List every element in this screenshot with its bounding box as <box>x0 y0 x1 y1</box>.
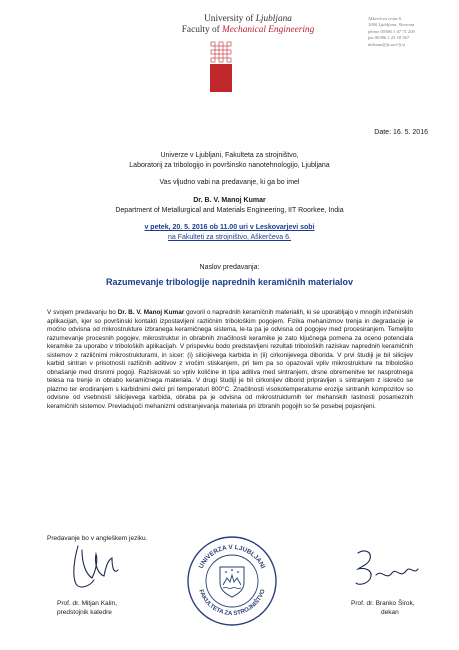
abstract-speaker-name: Dr. B. V. Manoj Kumar <box>117 309 185 316</box>
document-date: Date: 16. 5. 2016 <box>374 129 428 136</box>
signatory-left-name: Prof. dr. Mitjan Kalin, <box>57 600 117 607</box>
university-line: University of Ljubljana <box>204 14 292 24</box>
invitation-line: Vas vljudno vabi na predavanje, ki ga bo imel <box>159 179 300 186</box>
event-time: v petek, 20. 5. 2016 ob 11.00 uri v Leskovarjevi sobi <box>144 224 315 231</box>
speaker-name: Dr. B. V. Manoj Kumar <box>193 197 266 204</box>
lecture-title: Razumevanje tribologije naprednih keramičnih materialov <box>105 277 354 287</box>
signature-right <box>352 545 422 597</box>
language-note: Predavanje bo v angleškem jeziku. <box>47 535 148 542</box>
faculty-line: Faculty of Mechanical Engineering <box>181 25 315 35</box>
signature-block-left <box>57 600 117 617</box>
official-stamp <box>186 535 278 627</box>
signatory-right-role: dekan <box>381 608 399 616</box>
signature-block-right <box>351 600 415 617</box>
event-details <box>0 223 459 243</box>
faculty-address: Aškerčeva cesta 6 1000 Ljubljana, Slovenia phone 00386 1 47 71 200 fax 00386 1 25 18 567 dekanat@fs.uni-lj.si <box>368 16 415 47</box>
lecture-label: Naslov predavanja: <box>199 264 260 271</box>
signature-left <box>68 540 120 598</box>
host-institution: Univerze v Ljubljani, Fakulteta za strojništvo, Laboratorij za tribologijo in površinsko nanotehnologijo, Ljubljana <box>129 152 330 169</box>
event-location: na Fakulteti za strojništvo, Aškerčeva 6. <box>168 234 291 241</box>
faculty-logo <box>206 40 236 94</box>
svg-text:UNIVERZA V LJUBLJANI: UNIVERZA V LJUBLJANI <box>197 543 267 570</box>
speaker-block <box>0 196 459 216</box>
signatory-right-name: Prof. dr. Branko Širok, <box>351 600 415 607</box>
lecture-abstract: V svojem predavanju bo Dr. B. V. Manoj Kumar govoril o naprednih keramičnih materialih, ki se uporabljajo v mnogih inženirskih aplikacijah, kjer so površinski kontakti izpostavljeni različnim tribološkim pogojem. Fizika mehanizmov trenja in degradacije je močno odvisna od mikrostrukture izbranega keramičnega sistema, le-ta pa je odvisna od pogojev med procesiranjem. Temeljito razumevanje procesnih pogojev, mikrostruktur in obrabnih značilnosti keramike je zato ključnega pomena za oceno potenciala keramike za uporabo v triboloških aplikacijah. V prispevku bodo predstavljeni rezultati triboloških raziskav naprednih keramičnih sistemov z različnimi mikrostrukturami, in sicer: (i) silicijevega karbida in (ii) cirkonijevega diborida. V prvi študiji je bil silicijev karbid sintran v prisotnosti različnih aditivov z vročim stiskanjem, pri tem pa so opazovali vpliv mikrostrukture na tribološko obnašanje med drsnimi pogoji. Raziskovali so vpliv količine in tipa aditiva med sintranjem, drsne obremenitve ter nasprotnega telesa na trenje in obrabo keramičnega materiala. V drugi študiji je bil cirkonijev diborid pripravljen s sintranjem z iskrečo se plazmo ter erodiranjem s karbidnimi delci pri temperaturi 800°C. Značilnosti visokotemperaturne erozije sintranih kompozitov so odvisne od vsebnosti silicijevega karbida, obraba pa je odvisna od mikrostrukturnih ter mehanskih lastnosti posameznih keramičnih sistemov. Prevladujoči mehanizmi odstranjevanja materiala pri izbranih pogojih so še posebej pojasnjeni. <box>47 309 413 410</box>
signatory-left-role: predstojnik katedre <box>57 608 112 616</box>
svg-text:FAKULTETA ZA STROJNIŠTVO: FAKULTETA ZA STROJNIŠTVO <box>197 588 267 618</box>
university-header <box>172 14 324 36</box>
speaker-affiliation: Department of Metallurgical and Materials Engineering, IIT Roorkee, India <box>115 207 344 214</box>
